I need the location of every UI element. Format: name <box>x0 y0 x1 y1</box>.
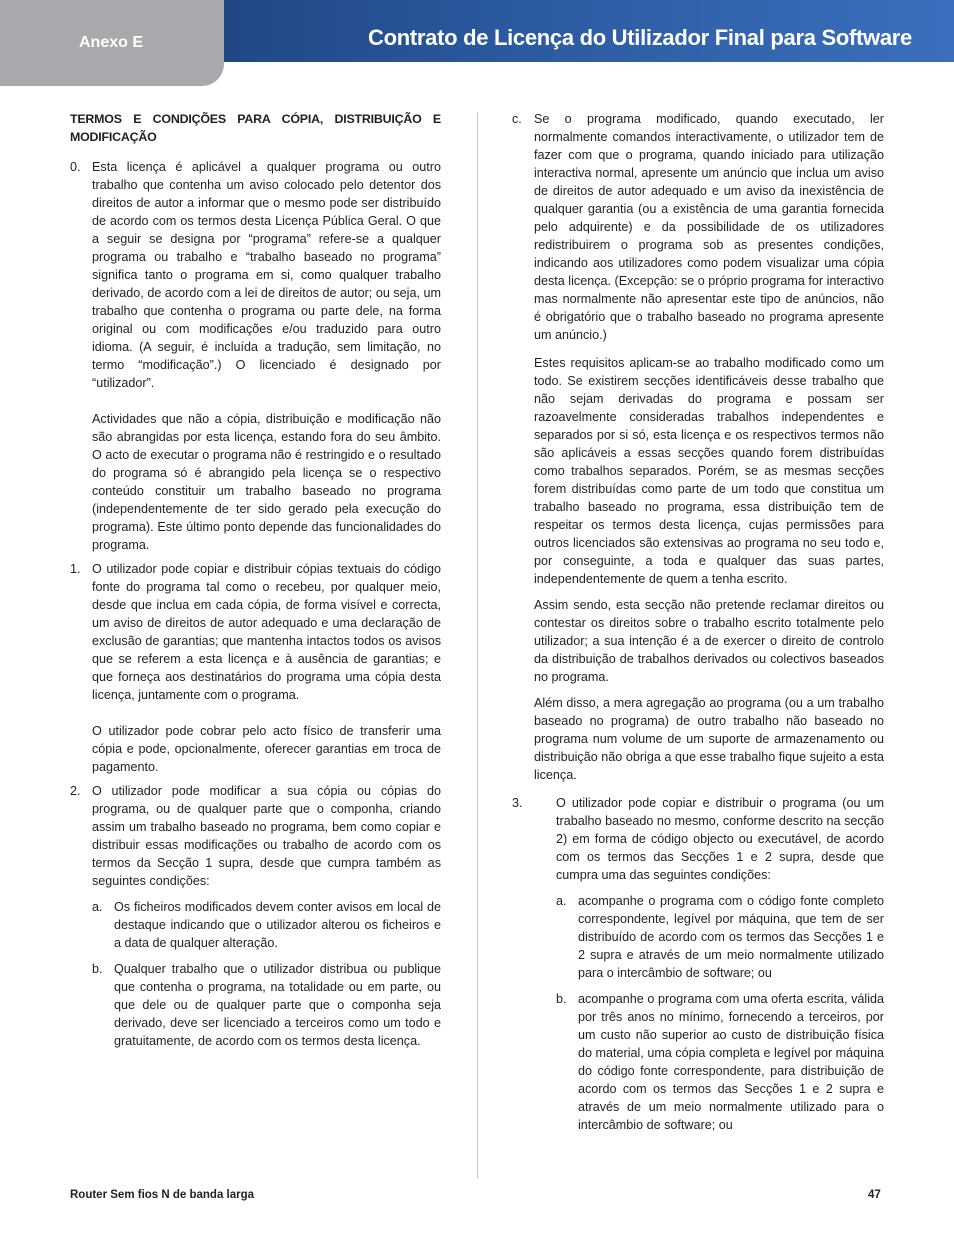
sub-item-letter: a. <box>92 900 103 914</box>
list-item-0 <box>70 158 441 554</box>
page-number: 47 <box>868 1189 881 1201</box>
paragraph: Os ficheiros modificados devem conter avisos em local de destaque indicando que o utilizador alterou os ficheiros e a data de qualquer alteração. <box>114 900 441 950</box>
paragraph: Estes requisitos aplicam-se ao trabalho modificado como um todo. Se existirem secções identificáveis desse trabalho que não sejam derivadas do programa e possam ser razoavelmente consideradas trabalhos independentes e separados por si só, esta licença e os respectivos termos não são aplicáveis a essas secções quando forem distribuídas como trabalhos separados. Porém, se as mesmas secções forem distribuídas como parte de um todo que constitua um trabalho baseado no programa, essa distribuição tem de respeitar os termos desta licença, cujas permissões para outros licenciados são extensivas ao programa no seu todo e, por conseguinte, a toda e qualquer das suas partes, independentemente de quem a tenha escrito. <box>534 356 884 586</box>
item-number: 0. <box>70 160 81 174</box>
list-item-1 <box>70 560 441 776</box>
sub-item-a <box>556 892 884 982</box>
paragraph: Esta licença é aplicável a qualquer programa ou outro trabalho que contenha um aviso colocado pelo detentor dos direitos de autor a informar que o mesmo pode ser distribuído de acordo com os termos desta Licença Pública Geral. O que a seguir se designa por “programa” refere-se a qualquer programa ou trabalho e “trabalho baseado no programa” significa tanto o programa em si, como qualquer trabalho derivado, de acordo com a lei de direitos de autor; ou seja, um trabalho que contenha o programa ou parte dele, na forma original ou com modificações e/ou traduzido para outro idioma. (A seguir, é incluída a tradução, sem limitação, no termo “modificação”.) O licenciado é designado por “utilizador”. <box>92 160 441 390</box>
item-number: 1. <box>70 562 81 576</box>
sub-item-b <box>556 990 884 1134</box>
list-item-3 <box>512 794 884 1134</box>
paragraph: Além disso, a mera agregação ao programa (ou a um trabalho baseado no programa) de outro trabalho não baseado no programa num volume de um suporte de armazenamento ou distribuição não obriga a que esse trabalho fique sujeito a esta licença. <box>534 696 884 782</box>
sub-item-letter: a. <box>556 894 567 908</box>
right-column <box>512 110 884 1142</box>
item-number: 3. <box>512 796 523 810</box>
paragraph: Se o programa modificado, quando executado, ler normalmente comandos interactivamente, o utilizador tem de fazer com que o programa, quando iniciado para utilização interactiva normal, apresente um anúncio que inclua um aviso de direitos de autor adequado e um aviso da inexistência de qualquer garantia (ou a existência de uma garantia fornecida pelo adquirente) e da possibilidade de os utilizadores redistribuirem o programa sob as presentes condições, indicando aos utilizadores como podem visualizar uma cópia desta licença. (Excepção: se o próprio programa for interactivo mas normalmente não apresentar este tipo de anúncios, não é obrigatório que o trabalho baseado no programa apresente um anúncio.) <box>534 112 884 342</box>
section-heading: TERMOS E CONDIÇÕES PARA CÓPIA, DISTRIBUIÇÃO E MODIFICAÇÃO <box>70 112 441 144</box>
paragraph: Assim sendo, esta secção não pretende reclamar direitos ou contestar os direitos sobre o trabalho escrito totalmente pelo utilizador; a sua intenção é a de exercer o direito de controlo da distribuição de trabalhos derivados ou colectivos baseados no programa. <box>534 598 884 684</box>
item-number: 2. <box>70 784 81 798</box>
sub-item-letter: b. <box>556 992 567 1006</box>
paragraph: Qualquer trabalho que o utilizador distribua ou publique que contenha o programa, na totalidade ou em parte, ou que dele ou de qualquer parte que o componha seja derivado, deve ser licenciado a terceiros como um todo e gratuitamente, de acordo com os termos desta licença. <box>114 962 441 1048</box>
page-title: Contrato de Licença do Utilizador Final para Software <box>368 25 912 50</box>
paragraph: O utilizador pode modificar a sua cópia ou cópias do programa, ou de qualquer parte que o componha, criando assim um trabalho baseado no programa, bem como copiar e distribuir essas modificações ou trabalho de acordo com os termos da Secção 1 supra, desde que cumpra também as seguintes condições: <box>92 784 441 888</box>
sub-item-letter: c. <box>512 112 522 126</box>
sub-item-c <box>512 110 884 344</box>
sub-item-letter: b. <box>92 962 103 976</box>
column-divider <box>477 112 478 1178</box>
paragraph: Actividades que não a cópia, distribuição e modificação não são abrangidas por esta licença, estando fora do seu âmbito. O acto de executar o programa não é restringido e o resultado do programa só é abrangido pela licença se o respectivo conteúdo constituir um trabalho baseado no programa (independentemente de ter sido gerado pela execução do programa). Este último ponto depende das funcionalidades do programa. <box>92 412 441 552</box>
paragraph: acompanhe o programa com uma oferta escrita, válida por três anos no mínimo, fornecendo a terceiros, por um custo não superior ao custo de distribuição física do material, uma cópia completa e legível por máquina do código fonte correspondente, para distribuição de acordo com os termos das Secções 1 e 2 supra e através de um meio normalmente utilizado para o intercâmbio de software; ou <box>578 992 884 1132</box>
left-column <box>70 110 441 1058</box>
paragraph: O utilizador pode cobrar pelo acto físico de transferir uma cópia e pode, opcionalmente, oferecer garantias em troca de pagamento. <box>92 724 441 774</box>
section-tab <box>0 0 224 86</box>
sub-item-b <box>92 960 441 1050</box>
list-item-2 <box>70 782 441 890</box>
paragraph: O utilizador pode copiar e distribuir cópias textuais do código fonte do programa tal como o recebeu, por qualquer meio, desde que inclua em cada cópia, de forma visível e correcta, um aviso de direitos de autor adequado e uma declaração de exclusão de garantias; que mantenha intactos todos os avisos que se referem a esta licença e à ausência de garantias; e que forneça aos destinatários do programa uma cópia desta licença, juntamente com o programa. <box>92 562 441 702</box>
paragraph: acompanhe o programa com o código fonte completo correspondente, legível por máquina, que tem de ser distribuído de acordo com os termos das Secções 1 e 2 supra e através de um meio normalmente utilizado para o intercâmbio de software; ou <box>578 894 884 980</box>
section-tab-label: Anexo E <box>79 34 144 51</box>
paragraph: O utilizador pode copiar e distribuir o programa (ou um trabalho baseado no mesmo, conforme descrito na secção 2) em forma de código objecto ou executável, de acordo com os termos das Secções 1 e 2 supra, desde que cumpra uma das seguintes condições: <box>556 796 884 882</box>
footer-product-name: Router Sem fios N de banda larga <box>70 1189 255 1201</box>
sub-item-a <box>92 898 441 952</box>
